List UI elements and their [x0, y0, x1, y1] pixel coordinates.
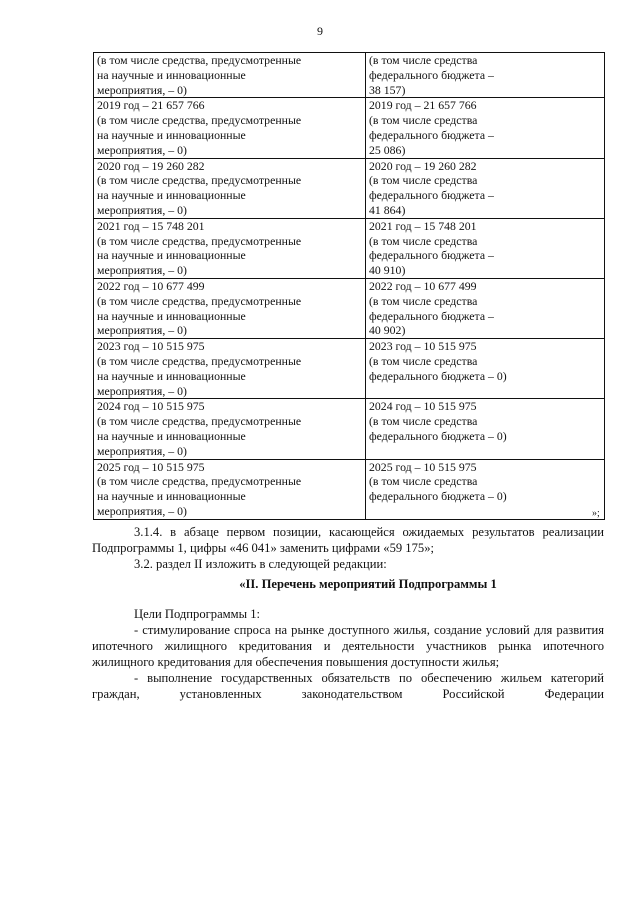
cell-line: (в том числе средства — [369, 293, 478, 308]
cell-line: 2022 год – 10 677 499 — [369, 278, 477, 293]
cell-line: 2019 год – 21 657 766 — [97, 98, 205, 113]
cell-line: 2024 год – 10 515 975 — [97, 399, 205, 414]
cell-line: 2021 год – 15 748 201 — [97, 218, 205, 233]
funding-table — [93, 52, 605, 520]
cell-line: на научные и инновационные — [97, 308, 246, 323]
cell-line: мероприятия, – 0) — [97, 263, 187, 278]
cell-line: федерального бюджета – 0) — [369, 368, 507, 383]
cell-line: 2025 год – 10 515 975 — [369, 459, 477, 474]
cell-line: (в том числе средства, предусмотренные — [97, 414, 302, 429]
federal-funding-cell — [366, 218, 605, 278]
cell-line: на научные и инновационные — [97, 127, 246, 142]
cell-line: федерального бюджета – 0) — [369, 489, 507, 504]
federal-funding-cell — [366, 339, 605, 399]
goals-title: Цели Подпрограммы 1: — [134, 607, 261, 621]
table-row — [94, 218, 605, 278]
cell-line: (в том числе средства, предусмотренные — [97, 474, 302, 489]
cell-line: 2025 год – 10 515 975 — [97, 459, 205, 474]
cell-line: федерального бюджета – — [369, 308, 494, 323]
scientific-funding-cell — [94, 339, 366, 399]
cell-line: на научные и инновационные — [97, 428, 246, 443]
cell-line: (в том числе средства, предусмотренные — [97, 113, 302, 128]
cell-line: федерального бюджета – 0) — [369, 428, 507, 443]
page-number: 9 — [317, 24, 323, 38]
cell-line: на научные и инновационные — [97, 368, 246, 383]
federal-funding-cell — [366, 158, 605, 218]
cell-line: на научные и инновационные — [97, 67, 246, 82]
paragraph-3-2: 3.2. раздел II изложить в следующей редакции: — [134, 557, 387, 571]
cell-line: 41 864) — [369, 202, 406, 217]
scientific-funding-cell — [94, 459, 366, 519]
federal-funding-cell — [366, 278, 605, 338]
cell-line: (в том числе средства — [369, 53, 478, 67]
table-row — [94, 98, 605, 158]
federal-funding-cell — [366, 459, 605, 519]
cell-line: федерального бюджета – — [369, 67, 494, 82]
cell-line: мероприятия, – 0) — [97, 82, 187, 97]
section-heading: «II. Перечень мероприятий Подпрограммы 1 — [239, 577, 497, 591]
cell-line: мероприятия, – 0) — [97, 202, 187, 217]
federal-funding-cell — [366, 98, 605, 158]
scientific-funding-cell — [94, 158, 366, 218]
cell-line: (в том числе средства, предусмотренные — [97, 53, 302, 67]
scientific-funding-cell — [94, 53, 366, 98]
table-closing-quote: »; — [592, 508, 600, 519]
cell-line: федерального бюджета – — [369, 127, 494, 142]
scientific-funding-cell — [94, 98, 366, 158]
cell-line: (в том числе средства, предусмотренные — [97, 293, 302, 308]
cell-line: 2024 год – 10 515 975 — [369, 399, 477, 414]
cell-line: 2023 год – 10 515 975 — [369, 339, 477, 354]
scientific-funding-cell — [94, 278, 366, 338]
cell-line: 38 157) — [369, 82, 406, 97]
table-row — [94, 339, 605, 399]
cell-line: 2023 год – 10 515 975 — [97, 339, 205, 354]
table-row — [94, 53, 605, 98]
cell-line: 2020 год – 19 260 282 — [97, 158, 205, 173]
cell-line: (в том числе средства, предусмотренные — [97, 233, 302, 248]
cell-line: (в том числе средства — [369, 353, 478, 368]
cell-line: (в том числе средства — [369, 173, 478, 188]
federal-funding-cell — [366, 399, 605, 459]
table-row — [94, 158, 605, 218]
federal-funding-cell — [366, 53, 605, 98]
cell-line: (в том числе средства, предусмотренные — [97, 353, 302, 368]
cell-line: (в том числе средства — [369, 474, 478, 489]
cell-line: на научные и инновационные — [97, 248, 246, 263]
table-row — [94, 459, 605, 519]
cell-line: 40 910) — [369, 263, 406, 278]
cell-line: (в том числе средства — [369, 113, 478, 128]
cell-line: мероприятия, – 0) — [97, 443, 187, 458]
scientific-funding-cell — [94, 399, 366, 459]
goal-item-1: - стимулирование спроса на рынке доступного жилья, создание условий для развития ипотечного жилищного кредитования и деятельности участников рынка ипотечного жилищного кредитования для обеспечения повышения доступности жилья; — [92, 623, 604, 669]
cell-line: мероприятия, – 0) — [97, 503, 187, 518]
cell-line: (в том числе средства — [369, 414, 478, 429]
table-row — [94, 399, 605, 459]
cell-line: (в том числе средства, предусмотренные — [97, 173, 302, 188]
paragraph-3-1-4: 3.1.4. в абзаце первом позиции, касающейся ожидаемых результатов реализации Подпрограммы 1, цифры «46 041» заменить цифрами «59 175»; — [92, 525, 604, 555]
cell-line: (в том числе средства — [369, 233, 478, 248]
cell-line: мероприятия, – 0) — [97, 383, 187, 398]
amendment-text — [92, 524, 604, 702]
cell-line: мероприятия, – 0) — [97, 323, 187, 338]
cell-line: 2020 год – 19 260 282 — [369, 158, 477, 173]
goal-item-2: - выполнение государственных обязательств по обеспечению жильем категорий граждан, установленных законодательством Российской Федерации — [92, 671, 604, 701]
cell-line: федерального бюджета – — [369, 188, 494, 203]
cell-line: 2022 год – 10 677 499 — [97, 278, 205, 293]
scientific-funding-cell — [94, 218, 366, 278]
cell-line: федерального бюджета – — [369, 248, 494, 263]
cell-line: 40 902) — [369, 323, 406, 338]
cell-line: 2021 год – 15 748 201 — [369, 218, 477, 233]
cell-line: 25 086) — [369, 142, 406, 157]
cell-line: на научные и инновационные — [97, 489, 246, 504]
cell-line: 2019 год – 21 657 766 — [369, 98, 477, 113]
table-row — [94, 278, 605, 338]
cell-line: на научные и инновационные — [97, 188, 246, 203]
cell-line: мероприятия, – 0) — [97, 142, 187, 157]
